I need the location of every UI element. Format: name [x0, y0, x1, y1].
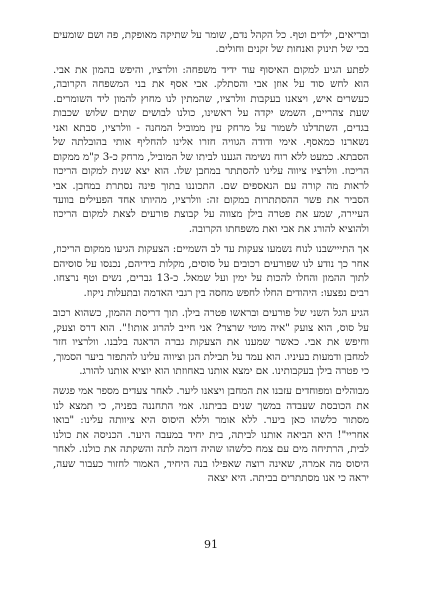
paragraph-4: הגיע הגל השני של פורעים ובראשו פטרה בילן. תוך דריסת ההמון, כשהוא רכוב על סוס, הוא צועק "איה מוטי שרצר? אני חייב להרוג אותו!". הוא דרס וצעק, וחיפש את אבי. כאשר שמענו את הצעקות גברה הדאגה בלבנו. וולרציו חזר למחבן ודמעות בעיניו. הוא עמד על תבילת הגן וציווה עלינו להתפזר ביער הסמוך, כי פטרה בילן בעקבותינו. אם ימצא אותנו באחוזתו הוא יוציא אותנו להורג. — [53, 307, 369, 377]
paragraph-1: ובריאים, ילדים וטף. כל הקהל נדם, שומר על שתיקה מאופקת, פה ושם שומעים בכי של תינוק ואנחות של זקנים וחולים. — [53, 29, 369, 56]
paragraph-3: אך התייישבנו לנוח נשמעו צעקות עד לב השמיים: הצעקות הגיעו ממקום הריכוז, אחר כך נודע לנו שפורעים רכובים על סוסים, מקלות בידיהם, נכנסו על סוסיהם לתוך ההמון והחלו להכות על ימין ועל שמאל. כ-13 גברים, נשים וטף נרצחו. רבים נפצעו: היהודים החלו לחפש מחסה בין רגבי האדמה ובתעלות ניקוז. — [53, 243, 369, 299]
paragraph-2: לפתע הגיע למקום האיסוף עוד ידיד משפחה: וולרציו, והיפש בהמון את אבי. הוא לחש סוד על אוזן אבי והסתלק. אבי אסף את בני המשפחה הקרובה, כעשרים איש, ויצאנו בעקבות וולרציו, שהמתין לנו מחוץ להמון ליד השומרים. שעת צהריים, השמש יקדה על ראשינו, כולנו לבושים שתים שלוש שכבות בגדים, השתדלנו לשמור על מרחק עין ממוביל המחנה - וולרציו, סבתא ואני נשארנו כמאסף. אימי ודודה הגוויה חזרו אלינו להחליף אותי בהובלתה של הסבתא. כמעט ללא רוח נשימה הגענו לביתו של המוביל, מרחק כ-3 ק"מ ממקום הריכוז. וולרציו ציווה עלינו להסתתר במחבן שלו. הוא יצא שנית למקום הריכוז לראות מה קורה עם הנאספים שם. התכוננו בתוך פינה נסתרת במחבן. אבי הסביר את פשר ההסתתרות במקום זה: וולרציו, מהיותו אחד הפעילים בוועד העיירה, שמע את פטרה בילן מצווה על קבוצת פורעים לצאת למקום הריכוז ולהוציא להורג את אבי ואת משפחתו הקרובה. — [53, 63, 369, 235]
page-number: 91 — [204, 538, 218, 551]
body-text — [53, 28, 369, 486]
paragraph-5: מבוהלים ומפוחדים עזבנו את המחבן ויצאנו ליער. לאחר צעדים מספר אמי פגשה את הכובסת שעבדה במשך שנים בביתנו. אמי התחננה בפניה, כי תמצא לנו מסתור כלשהו כאן ביער. ללא אומר וללא היסוס היא ציוותה עלינו: "בואו אחריי"! היא הביאה אותנו לביתה, בית יחיד במעבה היער. הכניסה את כולנו לבית, הרתיחה מים עם צמח כלשהו שהיה דומה לתה והשקתה את כולנו. לאחר היסוס מה אמרה, שאינה רוצה שאפילו בנה היחיד, האמור לחזור כעבור שעה, יראה כי אנו מסתתרים בביתה. היא יצאה — [53, 385, 369, 485]
